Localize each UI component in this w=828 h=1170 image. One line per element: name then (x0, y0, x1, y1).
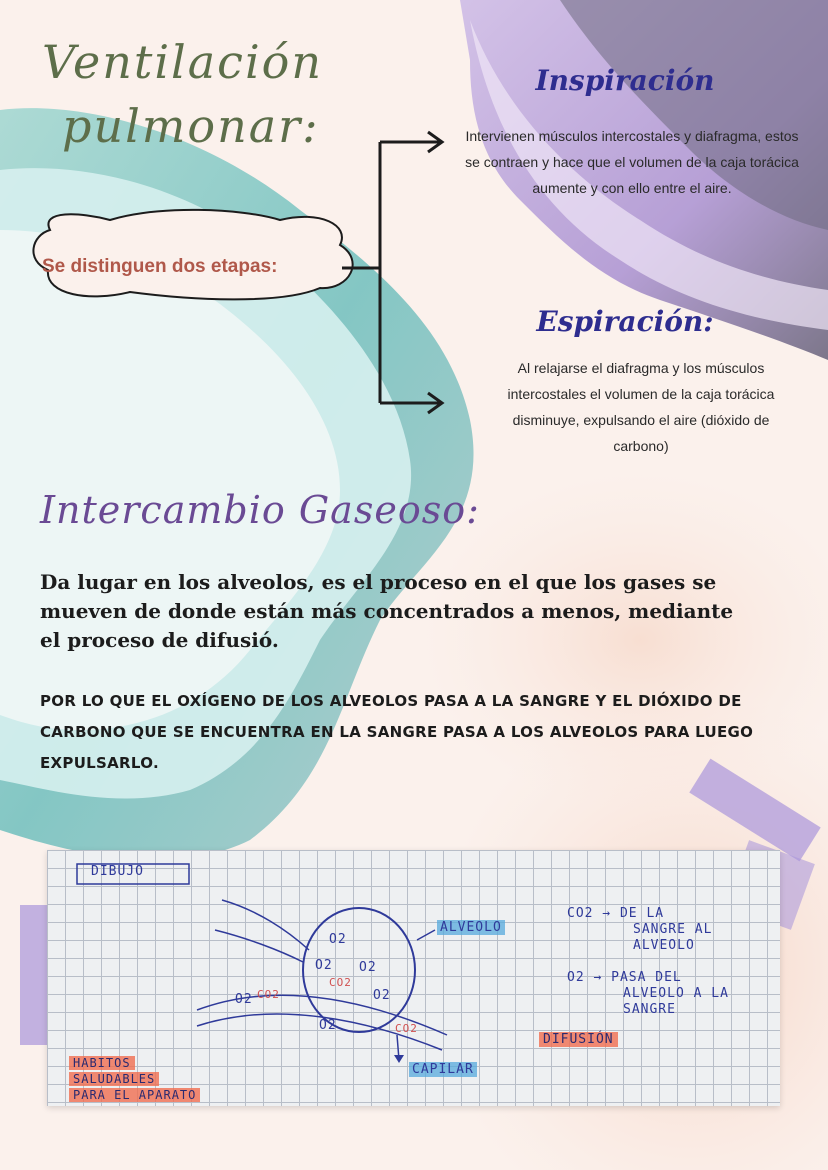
note-co2-2: SANGRE AL (633, 922, 713, 937)
label-o2-e: O2 (319, 1018, 337, 1033)
label-o2-a: O2 (329, 932, 347, 947)
page-title-line2: pulmonar: (62, 99, 320, 153)
label-alveolo: ALVEOLO (437, 920, 505, 935)
label-o2-f: O2 (235, 992, 253, 1007)
inspiracion-title: Inspiración (535, 64, 715, 97)
espiracion-text: Al relajarse el diafragma y los músculos intercostales el volumen de la caja torácica disminuye, expulsando el aire (dióxido de carbono) (507, 360, 775, 454)
label-o2-d: O2 (373, 988, 391, 1003)
label-o2-b: O2 (315, 958, 333, 973)
label-co2-b: CO2 (257, 988, 280, 1001)
section-paragraph: Da lugar en los alveolos, es el proceso en el que los gases se mueven de donde están más concentrados a menos, mediante el proceso de difusió. (40, 570, 734, 652)
bubble-label: Se distinguen dos etapas: (42, 256, 278, 277)
inspiracion-text: Intervienen músculos intercostales y diafragma, estos se contraen y hace que el volumen de la caja torácica aumente y con ello entre el aire. (465, 128, 799, 196)
note-o2-1: O2 → PASA DEL (567, 970, 682, 985)
section-title: Intercambio Gaseoso: (40, 488, 480, 532)
label-habitos-3: PARA EL APARATO (69, 1088, 200, 1102)
notebook-drawing (47, 850, 780, 1106)
bubble-outline (33, 210, 352, 300)
note-co2-3: ALVEOLO (633, 938, 695, 953)
note-co2-1: CO2 → DE LA (567, 906, 665, 921)
section-note: POR LO QUE EL OXÍGENO DE LOS ALVEOLOS PASA A LA SANGRE Y EL DIÓXIDO DE CARBONO QUE SE ENCUENTRA EN LA SANGRE PASA A LOS ALVEOLOS PARA LUEGO EXPULSARLO. (40, 692, 754, 772)
label-habitos-2: SALUDABLES (69, 1072, 159, 1086)
label-dibujo: DIBUJO (91, 864, 144, 879)
label-habitos-1: HABITOS (69, 1056, 135, 1070)
note-o2-2: ALVEOLO A LA (623, 986, 729, 1001)
note-o2-3: SANGRE (623, 1002, 676, 1017)
page-title-line1: Ventilación (42, 35, 323, 89)
espiracion-title: Espiración: (536, 305, 714, 338)
label-o2-c: O2 (359, 960, 377, 975)
label-capilar: CAPILAR (409, 1062, 477, 1077)
label-co2-c: CO2 (395, 1022, 418, 1035)
label-difusion: DIFUSIÓN (539, 1032, 618, 1047)
label-co2-a: CO2 (329, 976, 352, 989)
